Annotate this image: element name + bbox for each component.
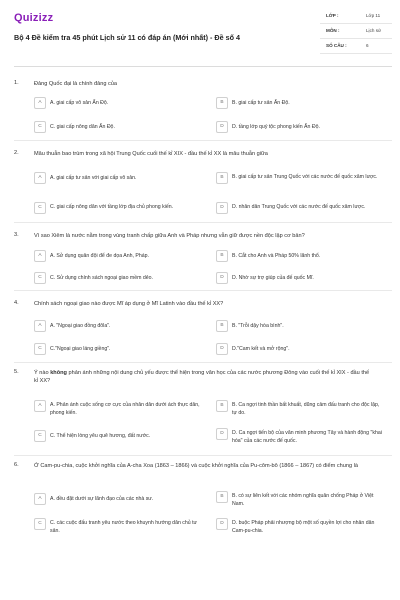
question-text: Mâu thuẫn bao trùm trong xã hội Trung Quốc cuối thế kỉ XIX - đầu thế kỉ XX là mâu thuẫn giữa (34, 151, 268, 157)
option-text: D. Nhờ sự trợ giúp của đế quốc Mĩ. (232, 275, 314, 281)
question-text: Chính sách ngoại giao nào được Mĩ áp dụng ở Mĩ Latinh vào đầu thế kỉ XX? (34, 301, 224, 307)
option-letter-badge: D (216, 121, 228, 133)
question-text-start: Ý nào (34, 370, 51, 376)
option-text: B. "Trỗi dậy hòa bình". (232, 323, 284, 329)
option-letter-badge: D (216, 428, 228, 440)
option-letter-badge: D (216, 518, 228, 530)
option-letter-badge: A (34, 400, 46, 412)
meta-class-label: LỚP : (326, 13, 339, 18)
option-letter-badge: C (34, 518, 46, 530)
option-letter-badge: C (34, 272, 46, 284)
meta-count-value: 6 (366, 43, 369, 48)
question-text-emphasis: không (50, 370, 67, 376)
question-text: Ở Cam-pu-chia, cuộc khởi nghĩa của A-cha Xoa (1863 – 1866) và cuộc khởi nghĩa của Pu-côm-bô (1866 – 1867) có điểm chung là (34, 463, 359, 469)
question-divider (14, 362, 392, 363)
option-text: B. có sự liên kết với các nhóm nghĩa quân chống Pháp ở Việt Nam. (232, 493, 374, 507)
option-text: C. Thể hiện lòng yêu quê hương, đất nước. (50, 433, 151, 439)
worksheet-meta (320, 9, 392, 54)
meta-count-row (320, 39, 392, 54)
question-number: 6. (14, 462, 19, 468)
option-text: B. Cắt cho Anh và Pháp 50% lãnh thổ. (232, 253, 321, 259)
option-letter-badge: C (34, 343, 46, 355)
option-letter-badge: C (34, 430, 46, 442)
question-number: 1. (14, 80, 19, 86)
option-text: A. "Ngoại giao đồng đôla". (50, 323, 111, 329)
option-text: B. giai cấp tư sản Ấn Độ. (232, 100, 290, 106)
option-text: C. giai cấp nông dân Ấn Độ. (50, 124, 115, 130)
option-text: D. nhân dân Trung Quốc với các nước đế quốc xâm lược. (232, 204, 366, 210)
option-letter-badge: C (34, 121, 46, 133)
option-letter-badge: A (34, 320, 46, 332)
question-text: Vì sao Xiêm là nước nằm trong vùng tranh chấp giữa Anh và Pháp nhưng vẫn giữ được nền độc lập cơ bản? (34, 233, 305, 239)
option-text: D. Ca ngợi tiến bộ của văn minh phương Tây và hành động "khai hóa" của các nước đế quốc. (232, 430, 382, 444)
question-number: 3. (14, 232, 19, 238)
option-letter-badge: B (216, 97, 228, 109)
worksheet-title: Bộ 4 Đề kiểm tra 45 phút Lịch sử 11 có đáp án (Mới nhất) - Đề số 4 (14, 33, 240, 42)
option-letter-badge: A (34, 250, 46, 262)
option-text: C."Ngoại giao láng giềng". (50, 346, 111, 352)
option-text: D. buộc Pháp phải nhượng bộ một số quyền lợi cho nhân dân Cam-pu-chia. (232, 520, 375, 534)
meta-class-value: Lớp 11 (366, 13, 381, 18)
worksheet-header (0, 0, 400, 66)
option-letter-badge: B (216, 172, 228, 184)
option-text: B. Ca ngợi tinh thần bất khuất, dũng cảm đấu tranh cho độc lập, tự do. (232, 402, 380, 416)
option-text: C. giai cấp nông dân với tầng lớp địa chủ phong kiến. (50, 204, 174, 210)
option-text: D."Cam kết và mở rộng". (232, 346, 290, 352)
option-letter-badge: C (34, 202, 46, 214)
meta-count-label: SỐ CÂU : (326, 43, 347, 48)
header-divider (14, 66, 392, 67)
option-letter-badge: B (216, 400, 228, 412)
option-text: A. giai cấp vô sản Ấn Độ. (50, 100, 109, 106)
option-letter-badge: D (216, 272, 228, 284)
option-text: A. đều đặt dưới sự lãnh đạo của các nhà sư. (50, 496, 154, 502)
option-letter-badge: A (34, 493, 46, 505)
option-text: A. Phản ánh cuộc sống cơ cực của nhân dân dưới ách thực dân, phong kiến. (50, 402, 200, 416)
question-divider (14, 290, 392, 291)
option-letter-badge: B (216, 491, 228, 503)
option-letter-badge: A (34, 172, 46, 184)
option-text: C. Sử dụng chính sách ngoại giao mềm dẻo. (50, 275, 153, 281)
question-number: 4. (14, 300, 19, 306)
question-text (34, 369, 374, 385)
option-letter-badge: D (216, 343, 228, 355)
question-number: 5. (14, 369, 19, 375)
meta-subject-row (320, 24, 392, 39)
option-text: A. Sử dụng quân đội để đe dọa Anh, Pháp. (50, 253, 149, 259)
option-text: A. giai cấp tư sản với giai cấp vô sản. (50, 175, 137, 181)
option-letter-badge: A (34, 97, 46, 109)
question-text-end: phản ánh những nội dung chủ yếu được thể hiện trong văn học của các nước phương Đông vào cuối thế kỉ XIX - đầu thế kỉ XX? (34, 370, 370, 385)
option-text: D. tầng lớp quý tộc phong kiến Ấn Độ. (232, 124, 320, 130)
question-divider (14, 140, 392, 141)
option-letter-badge: B (216, 320, 228, 332)
meta-class-row (320, 9, 392, 24)
question-text: Đảng Quốc đại là chính đảng của (34, 81, 118, 87)
meta-subject-value: Lịch sử (366, 28, 382, 33)
option-text: B. giai cấp tư sản Trung Quốc với các nước đế quốc xâm lược. (232, 174, 378, 180)
question-number: 2. (14, 150, 19, 156)
question-divider (14, 455, 392, 456)
option-text: C. các cuộc đấu tranh yêu nước theo khuynh hướng dân chủ tư sản. (50, 520, 197, 534)
quizizz-logo[interactable]: Quizizz (14, 12, 54, 24)
meta-subject-label: MÔN : (326, 28, 340, 33)
option-letter-badge: B (216, 250, 228, 262)
question-divider (14, 222, 392, 223)
option-letter-badge: D (216, 202, 228, 214)
